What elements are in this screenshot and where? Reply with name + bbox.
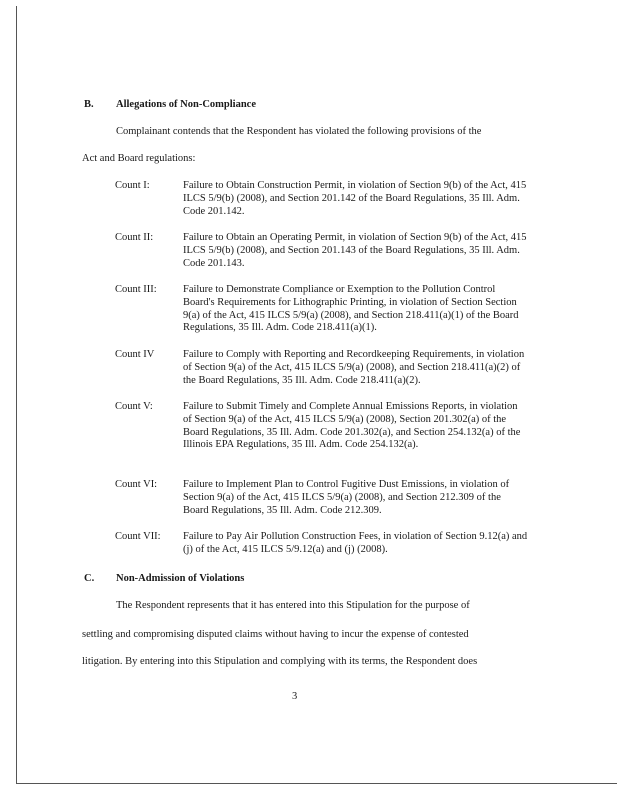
count-text: Failure to Pay Air Pollution Construction Fees, in violation of Section 9.12(a) and (j) of the Act, 415 ILCS 5/9.12(a) and (j) (2008).	[183, 531, 528, 555]
count-label: Count III:	[115, 284, 157, 295]
section-b-intro-line-2: Act and Board regulations:	[82, 153, 196, 164]
section-c-letter: C.	[84, 573, 95, 584]
count-label: Count V:	[115, 401, 153, 412]
count-text: Failure to Obtain Construction Permit, in violation of Section 9(b) of the Act, 415 ILCS 5/9(b) (2008), and Section 201.142 of the Board Regulations, 35 Ill. Adm. Code 201.142.	[183, 180, 527, 217]
section-b-title: Allegations of Non-Compliance	[116, 99, 256, 110]
count-text: Failure to Implement Plan to Control Fugitive Dust Emissions, in violation of Section 9(a) of the Act, 415 ILCS 5/9(a) (2008), and Section 212.309 of the Board Regulations, 35 Ill. Adm. Code 212.309.	[183, 479, 510, 516]
section-c-title: Non-Admission of Violations	[116, 573, 245, 584]
page-number: 3	[292, 691, 298, 702]
count-text: Failure to Demonstrate Compliance or Exemption to the Pollution Control Board's Requirements for Lithographic Printing, in violation of Section Section 9(a) of the Act, 415 ILCS 5/9(a) (2008), and Section 218.411(a)(1) of the Board Regulations, 35 Ill. Adm. Code 218.411(a)(1).	[183, 284, 519, 334]
section-c-line-3: litigation. By entering into this Stipulation and complying with its terms, the Respondent does	[82, 656, 478, 667]
section-c-line-1: The Respondent represents that it has entered into this Stipulation for the purpose of	[116, 600, 470, 611]
count-text: Failure to Obtain an Operating Permit, in violation of Section 9(b) of the Act, 415 ILCS 5/9(b) (2008), and Section 201.143 of the Board Regulations, 35 Ill. Adm. Code 201.143.	[183, 232, 527, 269]
count-text: Failure to Submit Timely and Complete Annual Emissions Reports, in violation of Section 9(a) of the Act, 415 ILCS 5/9(a) (2008), Section 201.302(a) of the Board Regulations, 35 Ill. Adm. Code 201.302(a), and Section 254.132(a) of the Illinois EPA Regulations, 35 Ill. Adm. Code 254.132(a).	[183, 401, 521, 451]
count-label: Count II:	[115, 232, 154, 243]
section-b-intro-line-1: Complainant contends that the Respondent has violated the following provisions of the	[116, 126, 482, 137]
section-b-letter: B.	[84, 99, 94, 110]
count-label: Count I:	[115, 180, 150, 191]
count-label: Count VII:	[115, 531, 161, 542]
page-left-border	[16, 6, 17, 784]
count-text: Failure to Comply with Reporting and Recordkeeping Requirements, in violation of Section 9(a) of the Act, 415 ILCS 5/9(a) (2008), and Section 218.411(a)(2) of the Board Regulations, 35 Ill. Adm. Code 218.411(a)(2).	[183, 349, 525, 386]
section-c-line-2: settling and compromising disputed claims without having to incur the expense of contested	[82, 629, 469, 640]
count-label: Count IV	[115, 349, 155, 360]
page-bottom-border	[16, 783, 617, 784]
count-label: Count VI:	[115, 479, 158, 490]
